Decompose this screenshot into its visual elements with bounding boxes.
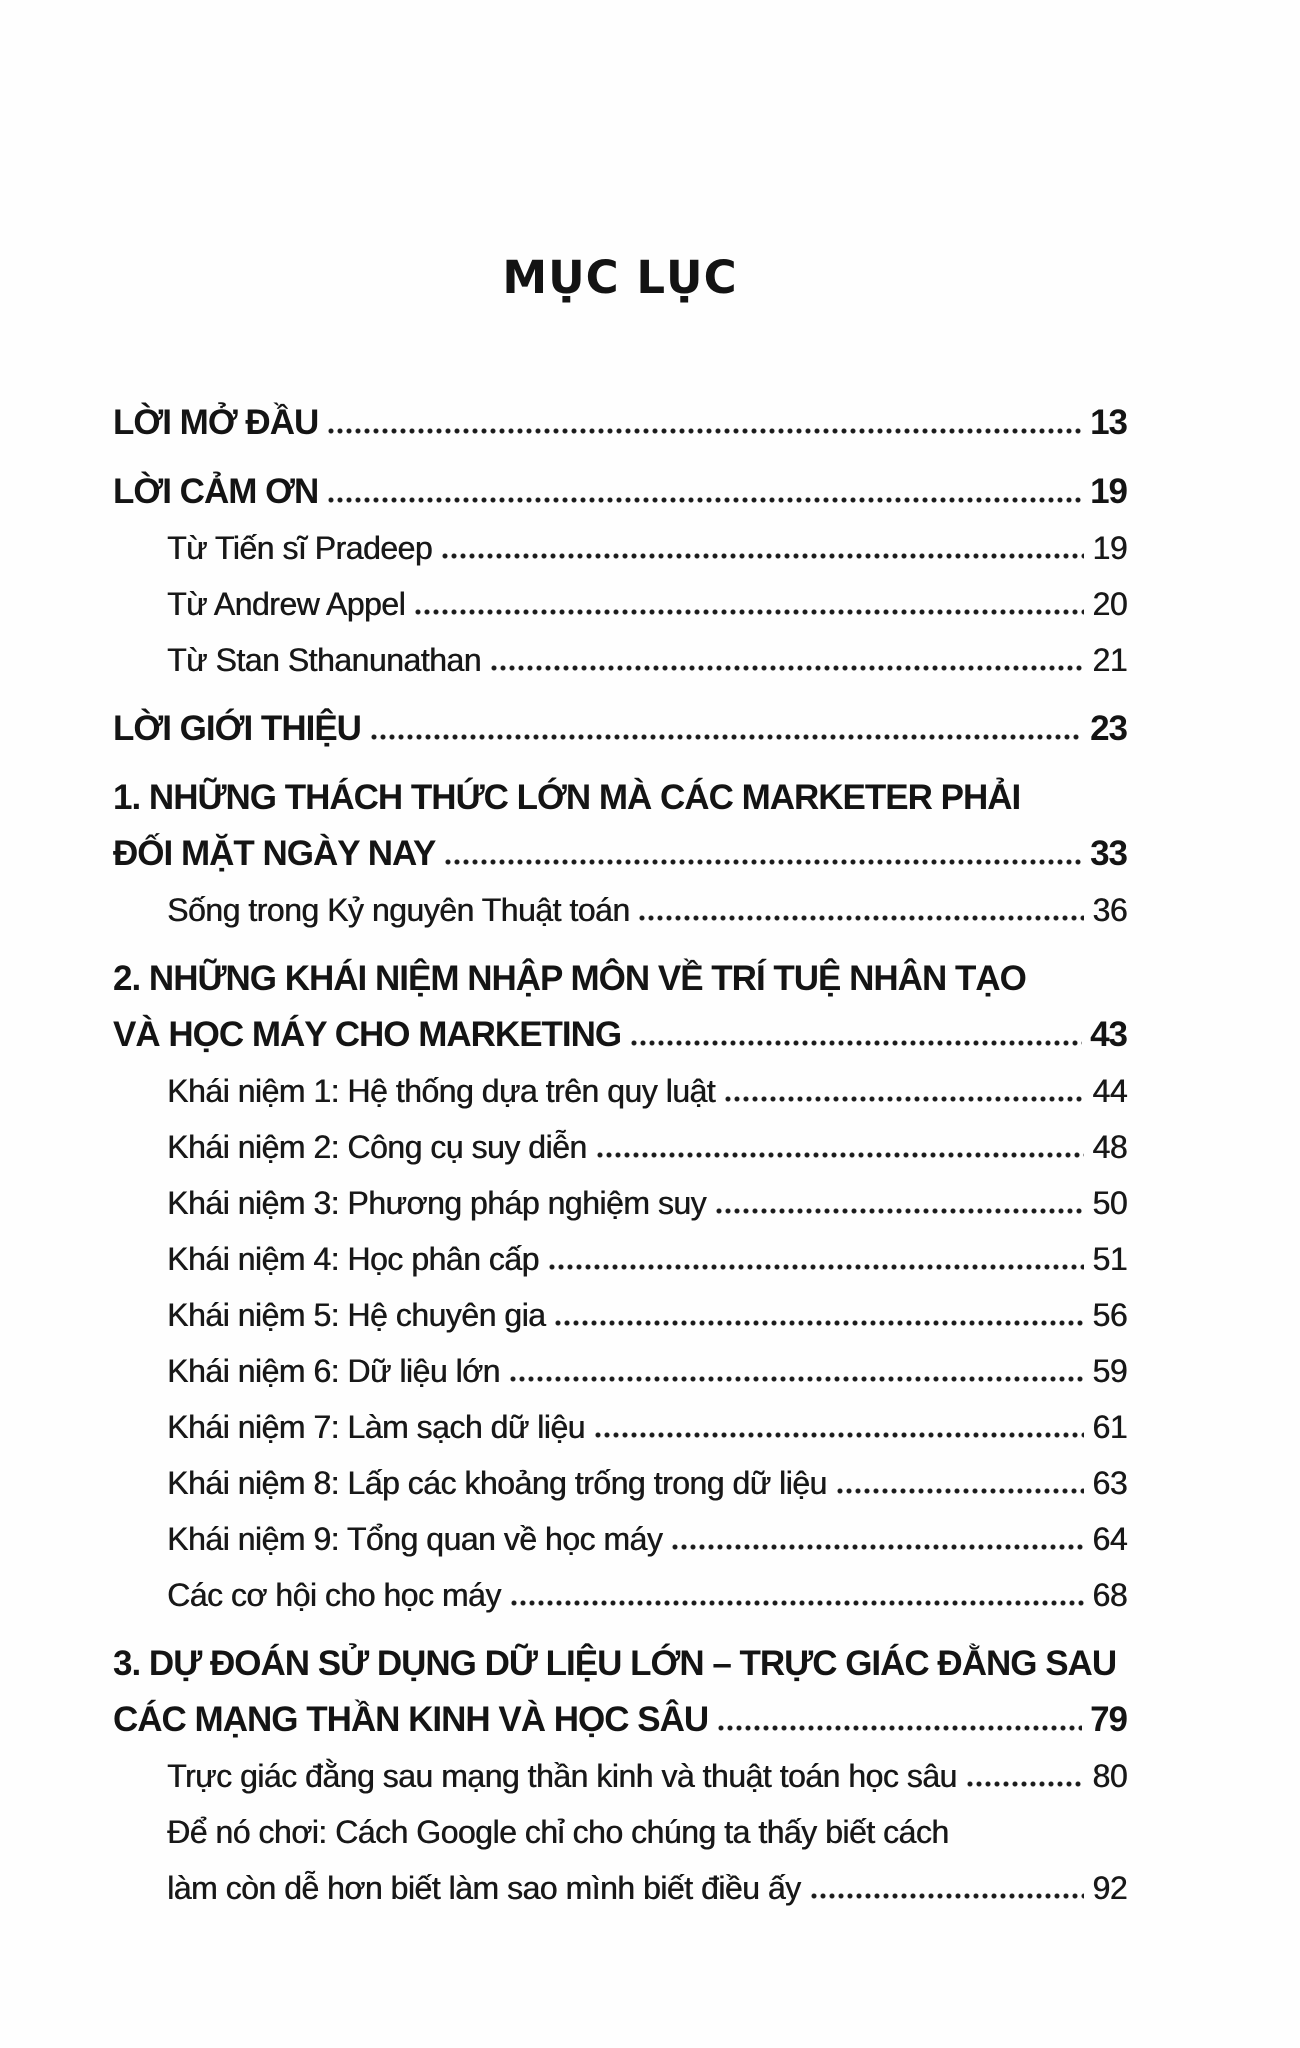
toc-entry bbox=[113, 1119, 1127, 1175]
toc-entry-line bbox=[113, 826, 1127, 882]
dot-leader bbox=[328, 497, 1082, 503]
toc-entry-line bbox=[167, 1860, 1127, 1916]
toc-entry-title: VÀ HỌC MÁY CHO MARKETING bbox=[113, 1015, 622, 1054]
toc-entry bbox=[113, 1175, 1127, 1231]
toc-entry-title: làm còn dễ hơn biết làm sao mình biết điều ấy bbox=[167, 1870, 801, 1906]
toc-entry-line bbox=[167, 882, 1127, 938]
toc-entry bbox=[113, 1455, 1127, 1511]
toc-entry-title: 1. NHỮNG THÁCH THỨC LỚN MÀ CÁC MARKETER PHẢI bbox=[113, 778, 1021, 817]
toc-entry-title: Khái niệm 5: Hệ chuyên gia bbox=[167, 1297, 546, 1333]
toc-entry bbox=[113, 1636, 1127, 1748]
toc-entry-page: 48 bbox=[1092, 1129, 1127, 1165]
toc-entry-title: Trực giác đằng sau mạng thần kinh và thuật toán học sâu bbox=[167, 1758, 957, 1794]
dot-leader bbox=[639, 915, 1084, 921]
toc-entry-title: LỜI MỞ ĐẦU bbox=[113, 403, 319, 442]
toc-entry-title: Khái niệm 6: Dữ liệu lớn bbox=[167, 1353, 500, 1389]
dot-leader bbox=[510, 1376, 1085, 1382]
dot-leader bbox=[631, 1040, 1082, 1046]
dot-leader bbox=[597, 1152, 1085, 1158]
toc-entry-title: CÁC MẠNG THẦN KINH VÀ HỌC SÂU bbox=[113, 1700, 709, 1739]
toc-entry-title: Khái niệm 4: Học phân cấp bbox=[167, 1241, 539, 1277]
toc-entry-line bbox=[167, 1567, 1127, 1623]
toc-entry-line bbox=[113, 464, 1127, 520]
toc-entry bbox=[113, 1287, 1127, 1343]
toc-entry-title: Khái niệm 2: Công cụ suy diễn bbox=[167, 1129, 587, 1165]
toc-entry bbox=[113, 1511, 1127, 1567]
toc-entry-line bbox=[167, 1119, 1127, 1175]
toc-entry-page: 51 bbox=[1092, 1241, 1127, 1277]
toc-entry-page: 64 bbox=[1092, 1521, 1127, 1557]
toc-entry-page: 23 bbox=[1090, 709, 1127, 748]
toc-entry bbox=[113, 464, 1127, 520]
toc-entry-title: Từ Tiến sĩ Pradeep bbox=[167, 530, 432, 566]
toc-entry-line bbox=[167, 632, 1127, 688]
dot-leader bbox=[811, 1893, 1085, 1899]
dot-leader bbox=[672, 1544, 1084, 1550]
dot-leader bbox=[967, 1781, 1085, 1787]
toc-entry-title: Để nó chơi: Cách Google chỉ cho chúng ta thấy biết cách bbox=[167, 1814, 949, 1850]
dot-leader bbox=[716, 1208, 1084, 1214]
toc-entry bbox=[113, 1804, 1127, 1916]
toc-entry-page: 92 bbox=[1092, 1870, 1127, 1906]
dot-leader bbox=[491, 665, 1085, 671]
toc-entry bbox=[113, 701, 1127, 757]
toc-entry-page: 33 bbox=[1090, 834, 1127, 873]
toc-entry-title: LỜI GIỚI THIỆU bbox=[113, 709, 361, 748]
toc-entry-title: Các cơ hội cho học máy bbox=[167, 1577, 501, 1613]
toc-entry-line bbox=[167, 1455, 1127, 1511]
toc-entry-page: 36 bbox=[1092, 892, 1127, 928]
toc-entry-page: 19 bbox=[1092, 530, 1127, 566]
toc-entry-line bbox=[113, 1007, 1127, 1063]
dot-leader bbox=[445, 859, 1082, 865]
toc-entry-line bbox=[113, 1692, 1127, 1748]
toc-entry-page: 19 bbox=[1090, 472, 1127, 511]
toc-entry-line bbox=[167, 1231, 1127, 1287]
toc-entry-line bbox=[167, 1175, 1127, 1231]
toc-entry-line bbox=[113, 1636, 1127, 1692]
toc-entry-title: Khái niệm 9: Tổng quan về học máy bbox=[167, 1521, 663, 1557]
toc-entry-line bbox=[167, 1063, 1127, 1119]
toc-entry bbox=[113, 951, 1127, 1063]
toc-entry-page: 44 bbox=[1092, 1073, 1127, 1109]
toc-entry bbox=[113, 395, 1127, 451]
dot-leader bbox=[555, 1320, 1084, 1326]
toc-entry-title: Khái niệm 3: Phương pháp nghiệm suy bbox=[167, 1185, 707, 1221]
toc-entry-page: 80 bbox=[1092, 1758, 1127, 1794]
toc-entry-title: Khái niệm 1: Hệ thống dựa trên quy luật bbox=[167, 1073, 716, 1109]
dot-leader bbox=[595, 1432, 1085, 1438]
toc-entry-line bbox=[167, 1343, 1127, 1399]
toc-entry-line bbox=[167, 1748, 1127, 1804]
toc-entry bbox=[113, 1343, 1127, 1399]
dot-leader bbox=[415, 609, 1084, 615]
toc-entry bbox=[113, 1567, 1127, 1623]
toc-entry-page: 56 bbox=[1092, 1297, 1127, 1333]
toc-entry-line bbox=[167, 1511, 1127, 1567]
dot-leader bbox=[718, 1725, 1082, 1731]
toc-entry-title: Từ Stan Sthanunathan bbox=[167, 642, 481, 678]
toc-entry-line bbox=[167, 1399, 1127, 1455]
dot-leader bbox=[837, 1488, 1085, 1494]
toc-entry-page: 21 bbox=[1092, 642, 1127, 678]
toc-entry-line bbox=[113, 951, 1127, 1007]
dot-leader bbox=[442, 553, 1084, 559]
dot-leader bbox=[328, 428, 1082, 434]
toc-entry bbox=[113, 1748, 1127, 1804]
toc-entry-title: ĐỐI MẶT NGÀY NAY bbox=[113, 834, 436, 873]
toc-entry-title: Từ Andrew Appel bbox=[167, 586, 406, 622]
toc-entry-page: 68 bbox=[1092, 1577, 1127, 1613]
dot-leader bbox=[511, 1600, 1085, 1606]
toc-entry bbox=[113, 1399, 1127, 1455]
toc-entry-line bbox=[167, 1287, 1127, 1343]
toc-entry-line bbox=[167, 520, 1127, 576]
toc-entry bbox=[113, 770, 1127, 882]
toc-entry-title: Sống trong Kỷ nguyên Thuật toán bbox=[167, 892, 630, 928]
dot-leader bbox=[371, 734, 1082, 740]
toc-entry bbox=[113, 1231, 1127, 1287]
toc-entry-page: 79 bbox=[1090, 1700, 1127, 1739]
toc-list bbox=[113, 382, 1127, 1916]
toc-entry bbox=[113, 1063, 1127, 1119]
toc-entry-page: 13 bbox=[1090, 403, 1127, 442]
toc-entry-page: 50 bbox=[1092, 1185, 1127, 1221]
toc-entry-title: Khái niệm 7: Làm sạch dữ liệu bbox=[167, 1409, 585, 1445]
toc-entry-title: LỜI CẢM ƠN bbox=[113, 472, 319, 511]
page-title: MỤC LỤC bbox=[502, 251, 738, 304]
toc-entry-line bbox=[167, 1804, 1127, 1860]
toc-entry-line bbox=[113, 395, 1127, 451]
dot-leader bbox=[549, 1264, 1085, 1270]
toc-entry-page: 63 bbox=[1092, 1465, 1127, 1501]
toc-entry bbox=[113, 882, 1127, 938]
toc-entry-page: 59 bbox=[1092, 1353, 1127, 1389]
toc-entry-page: 20 bbox=[1092, 586, 1127, 622]
toc-entry bbox=[113, 576, 1127, 632]
dot-leader bbox=[725, 1096, 1084, 1102]
toc-entry-title: Khái niệm 8: Lấp các khoảng trống trong dữ liệu bbox=[167, 1465, 827, 1501]
toc-entry bbox=[113, 520, 1127, 576]
toc-entry-page: 43 bbox=[1090, 1015, 1127, 1054]
toc-entry-page: 61 bbox=[1092, 1409, 1127, 1445]
toc-entry-line bbox=[113, 701, 1127, 757]
toc-entry-line bbox=[113, 770, 1127, 826]
toc-entry-line bbox=[167, 576, 1127, 632]
toc-entry-title: 2. NHỮNG KHÁI NIỆM NHẬP MÔN VỀ TRÍ TUỆ NHÂN TẠO bbox=[113, 959, 1026, 998]
toc-entry bbox=[113, 632, 1127, 688]
toc-entry-title: 3. DỰ ĐOÁN SỬ DỤNG DỮ LIỆU LỚN – TRỰC GIÁC ĐẰNG SAU bbox=[113, 1644, 1117, 1683]
